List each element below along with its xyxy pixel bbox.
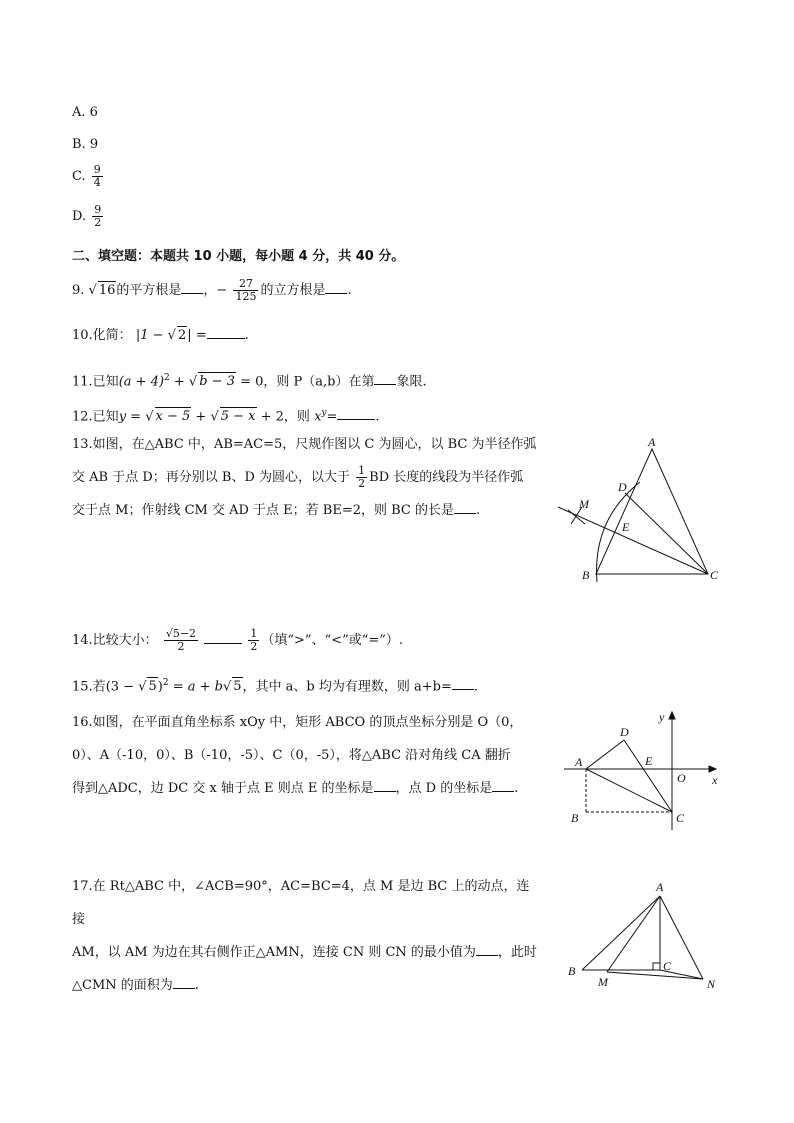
expression: + bbox=[169, 374, 189, 390]
option-d-label: D. bbox=[72, 209, 87, 224]
arc-bd bbox=[597, 482, 640, 582]
question-text: ，点 D 的坐标是 bbox=[395, 781, 493, 796]
fraction-numerator: 27 bbox=[238, 277, 253, 290]
question-text: ，其中 a、b 均为有理数，则 a+b= bbox=[242, 679, 452, 695]
question-text: 的平方根是 bbox=[116, 283, 182, 298]
question-number: 14.比较大小： bbox=[72, 633, 158, 648]
exponent: 2 bbox=[162, 678, 169, 688]
right-angle-mark bbox=[653, 963, 660, 970]
answer-blank[interactable] bbox=[181, 281, 203, 294]
expression: | = bbox=[187, 328, 207, 343]
label-b: B bbox=[571, 811, 579, 825]
question-16 bbox=[72, 706, 542, 805]
expression: (3 − bbox=[105, 679, 139, 695]
question-13 bbox=[72, 428, 542, 527]
expression: |1 − bbox=[135, 328, 168, 343]
answer-blank[interactable] bbox=[337, 407, 375, 420]
period: . bbox=[473, 679, 479, 695]
period: . bbox=[514, 781, 519, 796]
period: . bbox=[476, 503, 481, 518]
answer-blank[interactable] bbox=[492, 779, 514, 792]
question-number: 9. bbox=[72, 283, 85, 298]
segment-am bbox=[607, 896, 660, 972]
fraction-denominator: 2 bbox=[358, 477, 366, 490]
question-text: ，此时 bbox=[497, 945, 537, 960]
fraction-numerator: 1 bbox=[250, 627, 258, 640]
question-text: ，− bbox=[203, 283, 228, 298]
radicand: x − 5 bbox=[155, 409, 191, 425]
option-b: B. 9 bbox=[72, 137, 99, 152]
segment-dc bbox=[625, 493, 708, 574]
label-b: B bbox=[568, 964, 576, 978]
radicand: 2 bbox=[177, 328, 187, 343]
label-a: A bbox=[575, 755, 583, 769]
arc-mark-1 bbox=[568, 510, 585, 524]
period: . bbox=[244, 328, 249, 343]
question-text: （填“>”、“<”或“=”）. bbox=[261, 633, 404, 648]
figure-13-triangle bbox=[550, 430, 730, 590]
ray-cm bbox=[558, 507, 708, 574]
label-m: M bbox=[598, 975, 608, 989]
fraction bbox=[233, 278, 258, 303]
expression: y = bbox=[118, 409, 146, 425]
expression: ) bbox=[157, 679, 163, 695]
label-c: C bbox=[710, 568, 719, 582]
answer-blank[interactable] bbox=[452, 677, 474, 690]
label-d: D bbox=[618, 480, 627, 494]
question-text: 交于点 M；作射线 CM 交 AD 于点 E；若 BE=2，则 BC 的长是 bbox=[72, 503, 455, 518]
fraction-denominator: 2 bbox=[250, 640, 258, 653]
question-text: = bbox=[326, 409, 338, 425]
question-text: P（a,b）在第 bbox=[293, 374, 375, 390]
answer-blank[interactable] bbox=[207, 326, 245, 339]
label-a: A bbox=[648, 435, 656, 449]
segment-dc bbox=[624, 740, 672, 812]
question-text: BD 长度的线段为半径作弧 bbox=[369, 470, 524, 485]
expression: = a + b bbox=[168, 679, 223, 695]
answer-blank[interactable] bbox=[454, 501, 476, 514]
question-number: 12.已知 bbox=[72, 409, 119, 425]
radicand: 5 bbox=[148, 679, 157, 695]
option-c bbox=[72, 164, 105, 189]
fraction-denominator: 2 bbox=[94, 216, 102, 229]
fraction-numerator: 9 bbox=[93, 163, 101, 176]
option-c-fraction bbox=[92, 164, 103, 189]
question-text: 交 AB 于点 D；再分别以 B、D 为圆心，以大于 bbox=[72, 470, 351, 485]
label-e: E bbox=[622, 520, 630, 534]
figure-16-coordinate-plane bbox=[560, 705, 730, 835]
label-o: O bbox=[677, 771, 686, 785]
x-axis-arrow bbox=[709, 766, 716, 772]
expression: (a + 4) bbox=[118, 374, 165, 390]
question-text: = 0，则 bbox=[235, 374, 294, 390]
period: . bbox=[375, 409, 380, 425]
question-text: 得到△ADC，边 DC 交 x 轴于点 E 则点 E 的坐标是 bbox=[72, 781, 374, 796]
question-text: 16.如图，在平面直角坐标系 xOy 中，矩形 ABCO 的顶点坐标分别是 O（0， bbox=[72, 715, 523, 730]
radicand: 5 − x bbox=[220, 409, 256, 425]
question-text: + 2，则 bbox=[256, 409, 315, 425]
label-x: x bbox=[712, 773, 718, 787]
answer-blank[interactable] bbox=[374, 372, 396, 385]
option-d-fraction bbox=[92, 204, 103, 229]
exponent: y bbox=[321, 408, 327, 418]
question-number: 10.化简： bbox=[72, 328, 132, 343]
question-12: 12.已知y = √ x − 5 + √ 5 − x + 2，则 $x^y=$ . bbox=[72, 408, 380, 425]
variable: x bbox=[314, 409, 322, 425]
question-14 bbox=[72, 628, 403, 653]
period: . bbox=[194, 978, 199, 993]
figure-17-triangle bbox=[560, 875, 730, 995]
option-a: A. 6 bbox=[72, 105, 98, 120]
label-e: E bbox=[645, 754, 653, 768]
answer-blank[interactable] bbox=[325, 281, 347, 294]
expression: + bbox=[191, 409, 211, 425]
label-c: C bbox=[676, 811, 685, 825]
fraction-denominator: 125 bbox=[235, 290, 257, 303]
segment-ab bbox=[582, 896, 660, 970]
radicand: 5 bbox=[233, 679, 242, 695]
label-c: C bbox=[663, 959, 672, 973]
fraction bbox=[164, 628, 198, 653]
radicand: b − 3 bbox=[199, 374, 235, 390]
fraction bbox=[356, 465, 367, 490]
question-text: 17.在 Rt△ABC 中，∠ACB=90°，AC=BC=4，点 M 是边 BC 上的动点，连接 bbox=[72, 879, 530, 927]
period: . bbox=[347, 283, 352, 298]
option-c-label: C. bbox=[72, 169, 86, 184]
answer-blank[interactable] bbox=[476, 943, 498, 956]
question-number: 11.已知 bbox=[72, 374, 119, 390]
label-d: D bbox=[620, 725, 629, 739]
option-d bbox=[72, 204, 105, 229]
question-text: 的立方根是 bbox=[260, 283, 326, 298]
question-number: 15.若 bbox=[72, 679, 106, 695]
radicand: 16 bbox=[98, 283, 116, 298]
question-15: 15.若(3 − √ 5)$^2$ = a + b√ 5，其中 a、b 均为有理数，则 a+b= . bbox=[72, 678, 479, 695]
fraction-numerator: 1 bbox=[358, 464, 366, 477]
label-a: A bbox=[656, 880, 664, 894]
answer-blank[interactable] bbox=[204, 631, 242, 644]
question-10: 10.化简： |1 − √ 2| = . bbox=[72, 328, 249, 343]
question-17 bbox=[72, 870, 542, 1002]
label-m: M bbox=[579, 497, 589, 511]
segment-ad bbox=[586, 740, 624, 769]
answer-blank[interactable] bbox=[374, 779, 396, 792]
section-heading: 二、填空题：本题共 10 小题，每小题 4 分，共 40 分。 bbox=[72, 249, 405, 264]
fraction-numerator: √5−2 bbox=[165, 627, 197, 640]
y-axis-arrow bbox=[669, 712, 675, 719]
fraction bbox=[248, 628, 259, 653]
label-b: B bbox=[582, 568, 590, 582]
question-text: 0）、A（-10，0）、B（-10，-5）、C（0，-5），将△ABC 沿对角线 CA 翻折 bbox=[72, 748, 511, 763]
label-n: N bbox=[707, 977, 716, 991]
fraction-denominator: 4 bbox=[93, 176, 101, 189]
diagonal-ac bbox=[586, 769, 672, 812]
question-11: 11.已知$(a + 4)^2$ + √ b − 3 = 0，则 P（a,b）在第 象限. bbox=[72, 373, 427, 390]
question-text: 13.如图，在△ABC 中，AB=AC=5，尺规作图以 C 为圆心，以 BC 为半径作弧 bbox=[72, 437, 537, 452]
fraction-numerator: 9 bbox=[94, 203, 102, 216]
question-9: 9. √ 16的平方根是 ，− $\frac{27}{125}$ 的立方根是 . bbox=[72, 277, 352, 303]
question-text: AM，以 AM 为边在其右侧作正△AMN，连接 CN 则 CN 的最小值为 bbox=[72, 945, 476, 960]
exponent: 2 bbox=[164, 373, 170, 383]
fraction-denominator: 2 bbox=[164, 640, 198, 653]
question-text: △CMN 的面积为 bbox=[72, 978, 173, 993]
question-text: 象限. bbox=[396, 374, 427, 390]
label-y: y bbox=[659, 710, 665, 724]
answer-blank[interactable] bbox=[173, 976, 195, 989]
